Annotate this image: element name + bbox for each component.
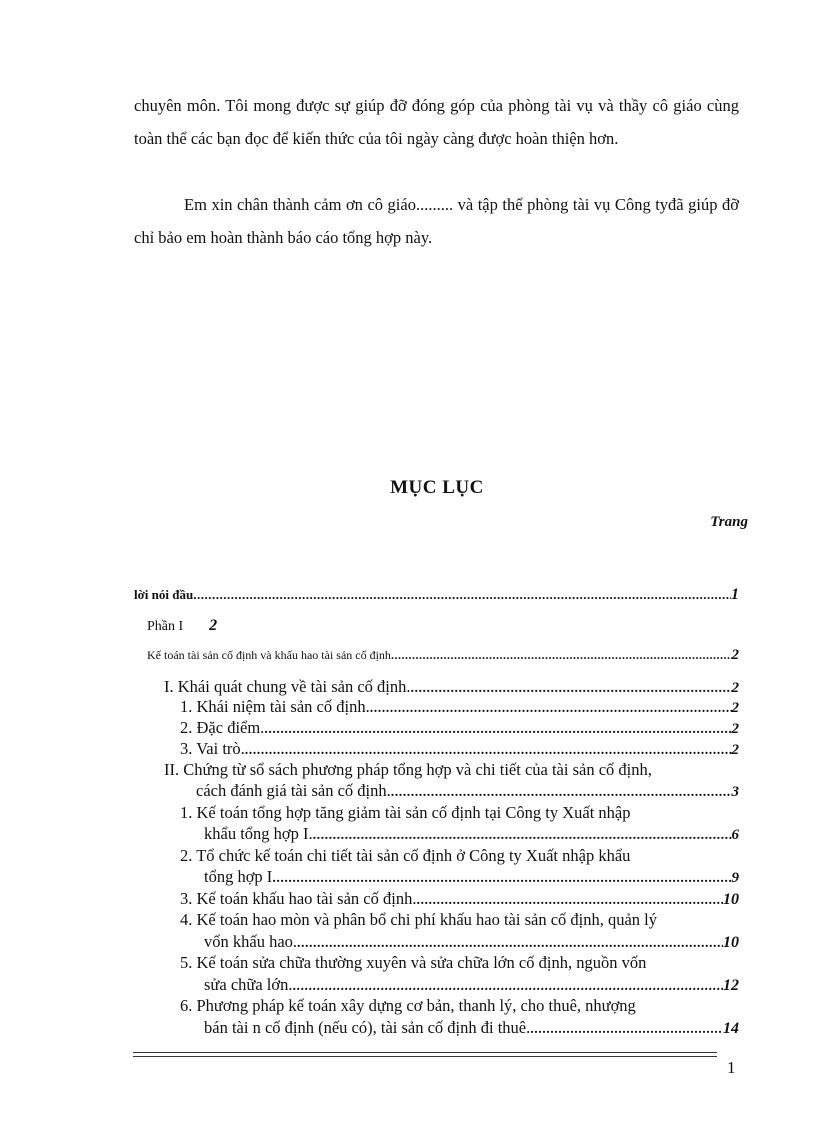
- toc-page-column-label: Trang: [710, 514, 748, 530]
- toc-leader-dots: [193, 587, 731, 603]
- toc-entry-loi-noi-dau: [134, 586, 739, 604]
- toc-entry-page: 12: [723, 977, 739, 994]
- toc-entry-section-1: [164, 677, 739, 697]
- footer-rule-top: [133, 1052, 717, 1053]
- toc-entry-text: cách đánh giá tài sản cố định.: [196, 781, 391, 800]
- toc-leader-dots: [391, 648, 732, 663]
- toc-entry-2-4: [204, 932, 739, 952]
- toc-entry-2-2: [204, 867, 739, 887]
- footer-rule-bottom: [133, 1056, 717, 1057]
- toc-entry-page: 14: [723, 1020, 739, 1037]
- toc-entry-page: 10: [723, 891, 739, 908]
- toc-entry-text: lời nói đầu: [134, 587, 194, 602]
- toc-leader-dots: [370, 701, 732, 717]
- toc-entry-2-5-line1: 5. Kế toán sửa chữa thường xuyên và sửa chữa lớn cố định, nguồn vốn: [180, 953, 647, 972]
- toc-leader-dots: [416, 893, 723, 909]
- toc-leader-dots: [391, 785, 732, 801]
- toc-entry-1-1: [180, 697, 739, 717]
- toc-entry-text: 1. Khái niệm tài sản cố định.: [180, 697, 370, 716]
- toc-entry-text: I. Khái quát chung về tài sản cố định.: [164, 677, 411, 696]
- toc-entry-text: 2. Đặc điểm.: [180, 718, 265, 737]
- toc-entry-text: tổng hợp I: [204, 867, 273, 886]
- toc-entry-page: 2: [731, 647, 739, 663]
- toc-entry-text: Kế toán tài sản cố định và khấu hao tài sản cố định: [147, 648, 391, 662]
- toc-entry-page: 1: [731, 586, 739, 603]
- toc-entry-page: 2: [731, 721, 739, 737]
- toc-entry-text: sửa chữa lớn.: [204, 975, 293, 994]
- toc-entry-page: 6: [731, 827, 739, 843]
- toc-entry-page: 10: [723, 934, 739, 951]
- toc-entry-1-3: [180, 739, 739, 759]
- toc-entry-section-2-line1: II. Chứng từ sổ sách phương pháp tổng hợp và chi tiết của tài sản cố định,: [164, 760, 652, 779]
- toc-leader-dots: [272, 871, 731, 887]
- toc-entry-phan-1: [147, 617, 217, 635]
- toc-leader-dots: [313, 828, 732, 844]
- toc-entry-2-5: [204, 975, 739, 995]
- toc-entry-text: 3. Vai trò.: [180, 739, 245, 758]
- toc-entry-2-1: [204, 824, 739, 844]
- toc-entry-2-6: [204, 1018, 739, 1038]
- toc-entry-page: 9: [731, 870, 739, 886]
- toc-leader-dots: [530, 1022, 723, 1038]
- toc-entry-2-6-line1: 6. Phương pháp kế toán xây dựng cơ bản, thanh lý, cho thuê, nhượng: [180, 996, 636, 1015]
- toc-entry-text: khẩu tổng hợp I.: [204, 824, 313, 843]
- toc-entry-2-3: [180, 889, 739, 909]
- toc-entry-2-2-line1: 2. Tổ chức kế toán chi tiết tài sản cố định ở Công ty Xuất nhập khẩu: [180, 846, 631, 865]
- toc-entry-page: 2: [731, 680, 739, 696]
- toc-entry-page: 3: [731, 784, 739, 800]
- toc-entry-text: Phần I: [147, 619, 184, 634]
- toc-entry-2-1-line1: 1. Kế toán tổng hợp tăng giảm tài sản cố định tại Công ty Xuất nhập: [180, 803, 631, 822]
- toc-entry-text: 3. Kế toán khấu hao tài sản cố định.: [180, 889, 417, 908]
- toc-leader-dots: [411, 681, 732, 697]
- toc-entry-2-4-line1: 4. Kế toán hao mòn và phân bổ chi phí khấu hao tài sản cố định, quản lý: [180, 910, 658, 929]
- toc-entry-page: 2: [731, 700, 739, 716]
- toc-leader-dots: [292, 979, 723, 995]
- toc-title: MỤC LỤC: [390, 477, 484, 498]
- toc-entry-section-2: [196, 781, 739, 801]
- toc-entry-1-2: [180, 718, 739, 738]
- toc-entry-page: 2: [731, 742, 739, 758]
- toc-entry-phan-1-title: [147, 647, 739, 664]
- toc-entry-page: 2: [209, 617, 218, 634]
- toc-entry-text: bán tài n cố định (nếu có), tài sản cố định đi thuê.: [204, 1018, 531, 1037]
- intro-paragraph-1: chuyên môn. Tôi mong được sự giúp đỡ đóng góp của phòng tài vụ và thầy cô giáo cùng toàn thể các bạn đọc để kiến thức của tôi ngày càng được hoàn thiện hơn.: [134, 96, 739, 148]
- toc-leader-dots: [264, 722, 731, 738]
- toc-entry-text: vốn khấu hao.: [204, 932, 298, 951]
- page-number: 1: [727, 1058, 736, 1077]
- toc-leader-dots: [245, 743, 732, 759]
- intro-paragraph-2: Em xin chân thành cảm ơn cô giáo......... và tập thể phòng tài vụ Công tyđã giúp đỡ chỉ bảo em hoàn thành báo cáo tổng hợp này.: [134, 195, 739, 247]
- toc-leader-dots: [297, 936, 723, 952]
